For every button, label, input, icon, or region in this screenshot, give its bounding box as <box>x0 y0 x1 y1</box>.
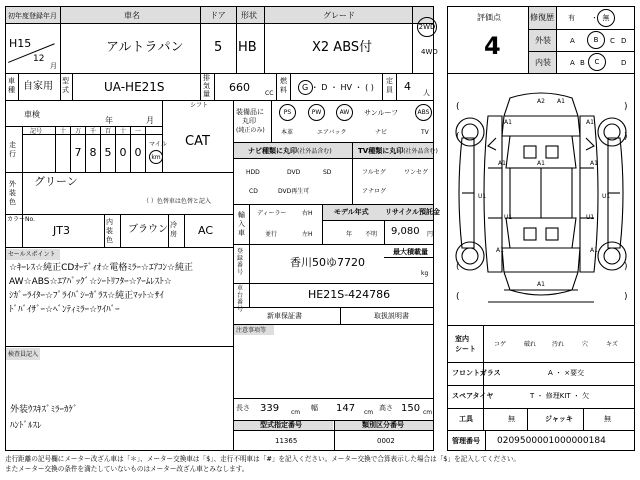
steering-right: 右H <box>302 210 313 217</box>
damage-mark: A1 <box>590 160 598 167</box>
seat-item-tear: 破れ <box>524 341 537 348</box>
diagram-chevron: ( <box>456 132 460 142</box>
class-no-label: 類別区分番号 <box>362 421 404 429</box>
interior-color: ブラウン <box>128 224 168 235</box>
mileage-digit: 7 <box>74 146 82 159</box>
chassis-label: 車 台 番 号 <box>237 285 244 313</box>
navi-type-dvd-play: DVD再生可 <box>278 188 310 195</box>
reg-number: 香川50ゆ7720 <box>290 256 365 269</box>
capacity-unit: 人 <box>423 89 430 97</box>
navi-type-dvd: DVD <box>287 169 301 176</box>
drive-4wd: 4WD <box>421 48 438 56</box>
mileage-digit: 0 <box>134 146 142 159</box>
drive-2wd-circle: 2WD <box>417 17 437 37</box>
width-unit: cm <box>364 409 374 416</box>
navi-type-hdd: HDD <box>246 169 260 176</box>
model-year-unknown: 不明 <box>365 231 378 238</box>
model-label: 型 式 <box>62 77 69 94</box>
tools-value: 無 <box>508 415 515 423</box>
width-label: 幅 <box>311 404 318 412</box>
interior-color-label: 内 装 色 <box>106 218 113 244</box>
seat-item-scratch: キズ <box>606 341 618 348</box>
score-label: 評価点 <box>477 13 501 22</box>
model-year-label: モデル年式 <box>334 208 369 216</box>
damage-mark: A1 <box>504 119 512 126</box>
model-year-unit: 年 <box>346 231 353 238</box>
exterior-color-label: 外 装 色 <box>9 180 16 206</box>
exterior-color: グリーン <box>34 175 78 188</box>
damage-mark: U1 <box>478 193 487 200</box>
ext-grade-d: D <box>621 37 627 45</box>
recycle-unit: 円 <box>427 231 434 238</box>
height-value: 150 <box>401 403 421 414</box>
mileage-label: 走 行 <box>9 141 16 158</box>
jack-label: ジャッキ <box>545 415 573 423</box>
navi-type-cd: CD <box>249 188 258 195</box>
width-value: 147 <box>336 403 356 414</box>
steering-left: 左H <box>302 231 313 238</box>
mileage-digit: 0 <box>119 146 127 159</box>
interior-grade-label: 内装 <box>535 58 551 67</box>
seat-item-hole: 穴 <box>582 341 589 348</box>
class-number: 0002 <box>377 437 395 445</box>
diagram-chevron: ) <box>624 262 628 272</box>
type-spec-number: 11365 <box>275 437 298 445</box>
management-number: 0209500001000000184 <box>497 436 606 446</box>
damage-mark: A2 <box>537 98 545 105</box>
owner-manual: 取扱説明書 <box>374 312 409 320</box>
fuel-options: G ・ D ・ HV ・ ( ) <box>302 83 374 92</box>
ext-grade-c: C <box>610 37 615 45</box>
km-unit-circle: km <box>149 150 163 164</box>
recycle-fee: 9,080 <box>391 226 420 237</box>
digit-label-1: 一 <box>135 128 142 135</box>
damage-mark: A1 <box>557 98 565 105</box>
inspection-month-unit: 月 <box>146 116 154 125</box>
car-name: アルトラパン <box>106 40 184 55</box>
grade-label: グレード <box>323 11 355 20</box>
length-label: 長さ <box>236 404 250 412</box>
inspection-label: 車検 <box>24 110 40 119</box>
reg-month: 12 <box>33 54 45 64</box>
windshield-value: A ・ ×要交 <box>548 369 585 377</box>
digit-label-1k: 千 <box>90 128 97 135</box>
equip-ps-circle: PS <box>279 104 296 121</box>
reg-number-label: 登 録 番 号 <box>237 248 244 276</box>
shape-label: 形状 <box>241 11 257 20</box>
max-load-label: 最大積載量 <box>393 248 428 256</box>
windshield-label: フロントガラス <box>452 369 501 377</box>
diagram-chevron: ) <box>624 292 628 302</box>
repair-none-circle: 無 <box>597 9 615 27</box>
selling-point-line: ☆ｷｰﾚｽ☆純正CDｵｰﾃﾞｨｵ☆電格ﾐﾗｰ☆ｴｱｺﾝ☆純正 <box>9 263 194 273</box>
notes-label: 注意事項等 <box>236 327 267 334</box>
equipment-label: 装備品に <box>236 108 264 116</box>
diagram-chevron: ) <box>624 132 628 142</box>
height-label: 高さ <box>379 404 393 412</box>
exterior-grade-label: 外装 <box>535 36 551 45</box>
repair-yes: 有 <box>568 14 575 22</box>
diagram-chevron: ( <box>456 262 460 272</box>
max-load-unit: kg <box>421 270 429 277</box>
digit-label-100k: 十 <box>60 128 67 135</box>
length-unit: cm <box>291 409 301 416</box>
selling-points-label: セールスポイント <box>8 251 56 258</box>
door-count: 5 <box>214 40 223 55</box>
selling-point-line: AW☆ABS☆ｴｱﾊﾞｯｸﾞ☆ｼｰﾄﾘﾌﾀｰ☆ｱｰﾑﾚｽﾄ☆ <box>9 277 172 287</box>
seat-item-burn: コゲ <box>494 341 507 348</box>
body-shape: HB <box>238 40 257 55</box>
damage-mark: A1 <box>586 119 594 126</box>
equip-leather: 本革 <box>281 129 294 136</box>
inspection-year-unit: 年 <box>105 116 113 125</box>
ext-grade-b-circle: B <box>587 31 605 49</box>
seat-item-stain: 汚れ <box>552 341 565 348</box>
reg-month-unit: 月 <box>50 62 57 70</box>
seat-label: 室内 シート <box>455 335 476 353</box>
door-label: ドア <box>210 11 226 20</box>
displacement: 660 <box>229 81 250 94</box>
model-code: UA-HE21S <box>104 80 165 94</box>
shift-label: シフト <box>190 102 209 109</box>
shift-value: CAT <box>185 134 210 149</box>
tv-type-analog: アナログ <box>362 188 387 195</box>
equip-sunroof: サンルーフ <box>364 109 399 117</box>
new-car-warranty: 新車保証書 <box>267 312 302 320</box>
import-dealer: ディーラー <box>257 210 287 217</box>
import-parallel: 並行 <box>265 231 278 238</box>
damage-mark: U1 <box>504 214 513 221</box>
overall-score: 4 <box>484 32 501 60</box>
spare-tire-label: スペアタイヤ <box>452 392 494 400</box>
navi-type-sd: SD <box>323 169 332 176</box>
tv-type-heading: TV種類に丸印(社外品含む) <box>358 147 438 155</box>
car-name-label: 車名 <box>124 11 140 20</box>
jack-value: 無 <box>604 415 611 423</box>
inspector-notes-label: 検査員記入 <box>8 351 39 358</box>
inspector-note-line: ﾊﾝﾄﾞﾙｽﾚ <box>10 421 42 431</box>
int-grade-a: A <box>570 59 575 67</box>
damage-mark: A1 <box>537 281 545 288</box>
chassis-number: HE21S-424786 <box>308 288 391 301</box>
damage-mark: A1 <box>590 247 598 254</box>
digit-label-100: 百 <box>105 128 112 135</box>
tools-label: 工具 <box>459 415 473 423</box>
spare-tire-value: T ・ 修理KIT ・ 欠 <box>530 392 590 400</box>
type-spec-label: 型式指定番号 <box>260 421 302 429</box>
mileage-digit: 8 <box>89 146 97 159</box>
import-label: 輸 入 車 <box>238 211 245 237</box>
color-no-label: カラーNo. <box>7 216 35 223</box>
damage-mark: A1 <box>496 247 504 254</box>
damage-mark: U1 <box>602 193 611 200</box>
capacity-label: 定 員 <box>386 77 393 94</box>
color-change-note: （ ）色替車は色替と記入 <box>143 198 211 205</box>
damage-mark: A1 <box>498 160 506 167</box>
equip-aw-circle: AW <box>336 104 353 121</box>
recycle-label: リサイクル預託金 <box>385 208 441 216</box>
grade-value: X2 ABS付 <box>312 40 373 55</box>
digit-label-code: 記号 <box>30 128 43 135</box>
equip-abs-circle: ABS <box>415 104 432 121</box>
color-no: JT3 <box>53 224 70 237</box>
digit-label-10k: 万 <box>75 128 82 135</box>
navi-type-heading: ナビ種類に丸印(社外品含む) <box>248 147 332 155</box>
equip-airbag: エアバック <box>317 129 347 136</box>
diagram-chevron: ( <box>456 102 460 112</box>
vehicle-class-label: 車 種 <box>8 77 15 94</box>
repair-history-label: 修復歴 <box>530 13 554 22</box>
digit-label-10: 十 <box>120 128 127 135</box>
equip-tv: TV <box>421 129 429 136</box>
fuel-label: 燃 料 <box>280 77 287 94</box>
footer-note: 走行距離の記号欄にメーター改ざん車は「＊」、メーター交換車は「$」、走行不明車は「#」を記入ください。メーター交換で合算表示した場合は「$」を記入してください。 <box>5 455 521 463</box>
height-unit: cm <box>423 409 433 416</box>
damage-mark: U1 <box>586 214 595 221</box>
use-type: 自家用 <box>23 81 53 92</box>
int-grade-d: D <box>621 59 627 67</box>
damage-mark: A1 <box>537 160 545 167</box>
footer-note-2: またメーター交換の条件を満たしていないものはメーター改ざん車とみなします。 <box>5 465 249 473</box>
mile-unit: マイル <box>149 141 167 148</box>
displacement-unit: CC <box>265 90 274 97</box>
equip-navi: ナビ <box>375 129 388 136</box>
equip-pw-circle: PW <box>308 104 325 121</box>
tv-type-fullseg: フルセグ <box>362 169 386 176</box>
management-no-label: 管理番号 <box>452 437 480 445</box>
selling-point-line: ﾄﾞﾊﾞｲｻﾞｰ☆ﾍﾞﾝﾃｨﾐﾗｰ☆ﾜｲﾊﾞｰ <box>9 305 120 315</box>
int-grade-c-circle: C <box>588 53 606 71</box>
inspector-note-line: 外装ｳｽｷｽﾞﾐﾗｰｶｹﾞ <box>10 405 78 415</box>
selling-point-line: ｼｶﾞｰﾗｲﾀｰ☆ﾌﾟﾗｲﾊﾞｼｰｶﾞﾗｽ☆純正ﾏｯﾄ☆ｻｲ <box>9 291 164 301</box>
displacement-label: 排 気 量 <box>203 74 210 98</box>
diagram-chevron: ( <box>456 292 460 302</box>
int-grade-b: B <box>580 59 585 67</box>
capacity: 4 <box>404 80 411 93</box>
equipment-label-3: (純正のみ) <box>236 127 265 134</box>
ac-value: AC <box>198 224 214 237</box>
mileage-digit: 5 <box>104 146 112 159</box>
diagram-chevron: ) <box>624 102 628 112</box>
ac-label: 冷 房 <box>170 221 177 238</box>
tv-type-oneseg: ワンセグ <box>404 169 429 176</box>
reg-date-label: 初年度登録年月 <box>8 12 57 20</box>
length-value: 339 <box>260 403 280 414</box>
ext-grade-a: A <box>570 37 575 45</box>
equipment-label-2: 丸印 <box>242 117 256 125</box>
reg-year: H15 <box>9 37 32 50</box>
